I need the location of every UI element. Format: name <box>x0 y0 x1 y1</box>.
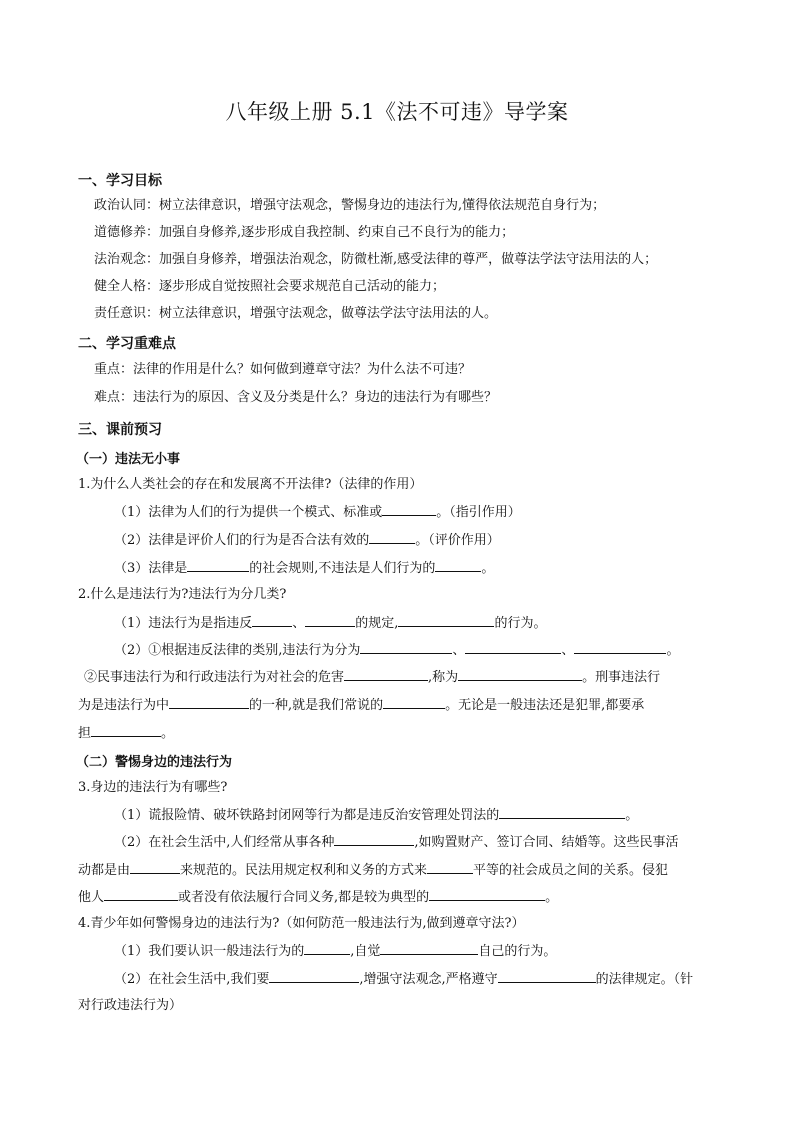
answer-line <box>78 861 668 880</box>
answer-text: ,增强守法观念,严格遵守 <box>359 972 498 987</box>
fill-blank[interactable] <box>498 970 596 983</box>
answer-text: （1）谎报险情、破坏铁路封闭网等行为都是违反治安管理处罚法的 <box>114 808 500 823</box>
answer-text: 为是违法行为中 <box>78 698 170 713</box>
answer-line <box>78 724 174 743</box>
answer-text: ②民事违法行为和行政违法行为对社会的危害 <box>84 670 345 685</box>
fill-blank[interactable] <box>91 724 161 737</box>
answer-text: 的社会规则,不违法是人们行为的 <box>249 561 436 576</box>
answer-text: 他人 <box>78 890 105 905</box>
fill-blank[interactable] <box>334 833 414 846</box>
answer-line <box>114 806 638 825</box>
answer-text: 。刑事违法行 <box>582 670 661 685</box>
answer-text: 。 <box>161 726 175 741</box>
answer-text: 的法律规定。（针 <box>595 972 694 987</box>
fill-blank[interactable] <box>169 696 249 709</box>
goal-item: 法治观念：加强自身修养，增强法治观念，防微杜渐,感受法律的尊严，做尊法学法守法用法的人； <box>94 252 658 267</box>
key-point-item: 难点：违法行为的原因、含义及分类是什么？身边的违法行为有哪些？ <box>94 390 498 405</box>
answer-line <box>114 942 556 961</box>
answer-line <box>114 531 500 550</box>
fill-blank[interactable] <box>104 888 178 901</box>
answer-text: ,自觉 <box>350 944 381 959</box>
answer-text: 。无论是一般违法还是犯罪,都要承 <box>445 698 645 713</box>
fill-blank[interactable] <box>574 641 666 654</box>
answer-text: ,称为 <box>428 670 459 685</box>
question-text: 1.为什么人类社会的存在和发展离不开法律?（法律的作用） <box>78 477 423 492</box>
answer-text: 。 <box>666 643 680 658</box>
answer-line <box>114 503 521 522</box>
answer-line <box>114 559 494 578</box>
answer-text: （1）法律为人们的行为提供一个模式、标准或 <box>114 505 383 520</box>
answer-text: 、 <box>452 643 466 658</box>
goal-item: 责任意识：树立法律意识，增强守法观念，做尊法学法守法用法的人。 <box>94 306 498 321</box>
fill-blank[interactable] <box>187 559 249 572</box>
answer-text: 来规范的。民法用规定权利和义务的方式来 <box>180 863 428 878</box>
question-text: 4.青少年如何警惕身边的违法行为?（如何防范一般违法行为,做到遵章守法?） <box>78 916 525 931</box>
fill-blank[interactable] <box>382 503 436 516</box>
answer-text: 。（指引作用） <box>436 505 521 520</box>
goal-item: 政治认同：树立法律意识，增强守法观念，警惕身边的违法行为,懂得依法规范自身行为； <box>94 198 606 213</box>
goal-item: 健全人格：逐步形成自觉按照社会要求规范自己活动的能力； <box>94 279 446 294</box>
answer-text: 或者没有依法履行合同义务,都是较为典型的 <box>178 890 430 905</box>
answer-text: 担 <box>78 726 92 741</box>
answer-text: 的一种,就是我们常说的 <box>249 698 384 713</box>
fill-blank[interactable] <box>380 942 478 955</box>
question-text: 2.什么是违法行为?违法行为分几类? <box>78 587 287 602</box>
answer-text: 。 <box>545 890 559 905</box>
goal-item: 道德修养：加强自身修养,逐步形成自我控制、约束自己不良行为的能力； <box>94 225 515 240</box>
answer-text: ,如购置财产、签订合同、结婚等。这些民事活 <box>414 835 679 850</box>
document-title: 八年级上册 5.1《法不可违》导学案 <box>225 100 569 124</box>
answer-line: 对行政违法行为） <box>78 998 183 1013</box>
answer-line <box>84 668 660 687</box>
fill-blank[interactable] <box>360 641 452 654</box>
answer-line <box>114 833 679 852</box>
question-text: 3.身边的违法行为有哪些? <box>78 780 228 795</box>
answer-text: （2）在社会生活中,人们经常从事各种 <box>114 835 335 850</box>
answer-text: （1）违法行为是指违反 <box>114 616 253 631</box>
answer-text: 的规定, <box>355 616 399 631</box>
answer-line <box>114 641 679 660</box>
answer-text: 平等的社会成员之间的关系。侵犯 <box>473 863 669 878</box>
fill-blank[interactable] <box>427 861 473 874</box>
fill-blank[interactable] <box>130 861 180 874</box>
answer-text: （2）法律是评价人们的行为是否合法有效的 <box>114 533 370 548</box>
fill-blank[interactable] <box>305 614 355 627</box>
answer-text: 。 <box>481 561 495 576</box>
answer-text: 。 <box>625 808 639 823</box>
fill-blank[interactable] <box>398 614 494 627</box>
fill-blank[interactable] <box>269 970 359 983</box>
answer-text: （2）在社会生活中,我们要 <box>114 972 270 987</box>
section-heading-key-points: 二、学习重难点 <box>78 336 176 352</box>
answer-text: 、 <box>561 643 575 658</box>
answer-line <box>114 970 693 989</box>
answer-line <box>78 696 644 715</box>
fill-blank[interactable] <box>499 806 625 819</box>
fill-blank[interactable] <box>435 559 481 572</box>
fill-blank[interactable] <box>465 641 561 654</box>
answer-line <box>78 888 558 907</box>
fill-blank[interactable] <box>458 668 582 681</box>
subsection-heading: （二）警惕身边的违法行为 <box>76 755 233 770</box>
fill-blank[interactable] <box>252 614 292 627</box>
answer-text: 。（评价作用） <box>415 533 500 548</box>
fill-blank[interactable] <box>344 668 428 681</box>
answer-text: （3）法律是 <box>114 561 188 576</box>
answer-text: 、 <box>292 616 306 631</box>
answer-text: 自己的行为。 <box>478 944 557 959</box>
subsection-heading: （一）违法无小事 <box>76 452 181 467</box>
fill-blank[interactable] <box>429 888 545 901</box>
answer-line <box>114 614 546 633</box>
answer-text: （1）我们要认识一般违法行为的 <box>114 944 305 959</box>
answer-text: （2）①根据违反法律的类别,违法行为分为 <box>114 643 361 658</box>
answer-text: 的行为。 <box>494 616 547 631</box>
key-point-item: 重点：法律的作用是什么？如何做到遵章守法？为什么法不可违？ <box>94 362 472 377</box>
fill-blank[interactable] <box>369 531 415 544</box>
fill-blank[interactable] <box>304 942 350 955</box>
fill-blank[interactable] <box>383 696 445 709</box>
answer-text: 动都是由 <box>78 863 131 878</box>
section-heading-preview: 三、课前预习 <box>78 422 162 438</box>
section-heading-goals: 一、学习目标 <box>78 173 162 189</box>
